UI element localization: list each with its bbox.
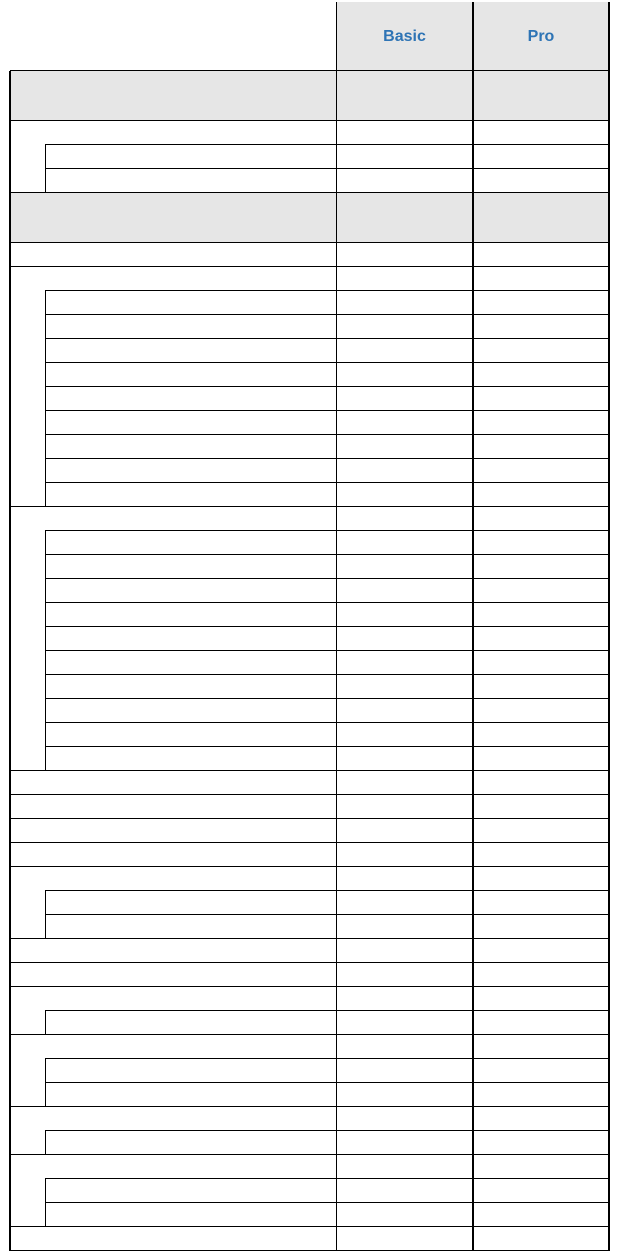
basic-value (336, 939, 473, 963)
checkmark-icon (473, 1083, 609, 1107)
feature-label (45, 891, 336, 915)
pro-value (473, 1035, 609, 1059)
column-divider-basic (336, 2, 337, 1251)
indent-border (45, 555, 46, 579)
basic-value (336, 987, 473, 1011)
indent-border (45, 915, 46, 939)
feature-label (45, 145, 336, 169)
basic-value (336, 555, 473, 579)
feature-label (45, 363, 336, 387)
checkmark-icon (336, 315, 473, 339)
basic-value (336, 507, 473, 531)
feature-label (45, 603, 336, 627)
section-title (10, 71, 473, 121)
column-header-basic: Basic (383, 27, 426, 45)
feature-label (45, 1179, 336, 1203)
basic-value (336, 675, 473, 699)
basic-value (336, 915, 473, 939)
feature-label (45, 169, 336, 193)
indent-border (45, 169, 46, 193)
feature-label (45, 531, 336, 555)
indent-border (45, 1179, 46, 1203)
checkmark-icon (473, 843, 609, 867)
checkmark-icon (336, 579, 473, 603)
indent-border (45, 315, 46, 339)
checkmark-icon (473, 603, 609, 627)
basic-value (336, 963, 473, 987)
pro-value (473, 387, 609, 411)
basic-value (336, 243, 473, 267)
feature-label (45, 627, 336, 651)
feature-label (45, 651, 336, 675)
pro-value (473, 169, 609, 193)
indent-border (45, 627, 46, 651)
pro-value (473, 435, 609, 459)
indent-border (45, 1083, 46, 1107)
checkmark-icon (473, 1131, 609, 1155)
feature-label (45, 339, 336, 363)
basic-value (336, 459, 473, 483)
checkmark-icon (473, 651, 609, 675)
checkmark-icon (473, 555, 609, 579)
checkmark-icon (473, 1203, 609, 1227)
outer-right-border (608, 2, 610, 1251)
category-label (10, 867, 336, 891)
basic-value (336, 1227, 473, 1251)
basic-value (336, 435, 473, 459)
feature-label (45, 723, 336, 747)
checkmark-icon (336, 1059, 473, 1083)
category-label (10, 1107, 336, 1131)
checkmark-icon (336, 843, 473, 867)
basic-value (336, 1155, 473, 1179)
pro-value (473, 987, 609, 1011)
feature-label (45, 555, 336, 579)
pro-value (473, 1227, 609, 1251)
basic-value (336, 483, 473, 507)
checkmark-icon (336, 291, 473, 315)
basic-value (336, 411, 473, 435)
basic-value (336, 699, 473, 723)
feature-label (45, 411, 336, 435)
outer-left-border (9, 71, 11, 1251)
feature-label (45, 699, 336, 723)
basic-value (336, 169, 473, 193)
pro-value (473, 771, 609, 795)
checkmark-icon (473, 315, 609, 339)
checkmark-icon (473, 579, 609, 603)
indent-border (45, 1203, 46, 1227)
indent-border (45, 145, 46, 169)
checkmark-icon (473, 1179, 609, 1203)
pro-value (473, 507, 609, 531)
category-label (10, 819, 336, 843)
indent-border (45, 291, 46, 315)
pro-value (473, 267, 609, 291)
category-label (10, 267, 336, 291)
feature-label (45, 675, 336, 699)
basic-value (336, 145, 473, 169)
indent-border (45, 363, 46, 387)
basic-value (336, 795, 473, 819)
indent-border (45, 723, 46, 747)
pro-value (473, 1107, 609, 1131)
category-label (10, 1155, 336, 1179)
checkmark-icon (336, 1011, 473, 1035)
indent-border (45, 1011, 46, 1035)
indent-border (45, 699, 46, 723)
pro-value (473, 483, 609, 507)
feature-label (45, 915, 336, 939)
checkmark-icon (473, 699, 609, 723)
basic-value (336, 867, 473, 891)
checkmark-icon (473, 291, 609, 315)
checkmark-icon (473, 627, 609, 651)
pro-value (473, 459, 609, 483)
category-label (10, 987, 336, 1011)
indent-border (45, 891, 46, 915)
feature-label (45, 315, 336, 339)
basic-value (336, 747, 473, 771)
indent-border (45, 387, 46, 411)
category-label (10, 963, 336, 987)
feature-label (45, 459, 336, 483)
indent-border (45, 579, 46, 603)
basic-value (336, 1083, 473, 1107)
basic-value (336, 627, 473, 651)
basic-value (336, 339, 473, 363)
category-label (10, 1227, 336, 1251)
feature-label (45, 1059, 336, 1083)
checkmark-icon (473, 747, 609, 771)
checkmark-icon (473, 867, 609, 891)
pro-value (473, 1155, 609, 1179)
category-label (10, 795, 336, 819)
basic-value (336, 651, 473, 675)
checkmark-icon (473, 723, 609, 747)
pro-value (473, 915, 609, 939)
pro-value (473, 939, 609, 963)
feature-label (45, 747, 336, 771)
checkmark-icon (336, 723, 473, 747)
indent-border (45, 411, 46, 435)
indent-border (45, 531, 46, 555)
checkmark-icon (473, 363, 609, 387)
pro-value (473, 339, 609, 363)
feature-label (45, 483, 336, 507)
pro-value (473, 243, 609, 267)
section-title (10, 193, 473, 243)
feature-label (45, 1203, 336, 1227)
category-label (10, 939, 336, 963)
basic-value (336, 1107, 473, 1131)
checkmark-icon (473, 675, 609, 699)
category-label (10, 843, 336, 867)
basic-value (336, 387, 473, 411)
column-header-pro: Pro (527, 27, 555, 45)
indent-border (45, 339, 46, 363)
category-label (10, 1035, 336, 1059)
pro-value (473, 121, 609, 145)
checkmark-icon (473, 795, 609, 819)
indent-border (45, 651, 46, 675)
basic-value (336, 1179, 473, 1203)
feature-label (45, 387, 336, 411)
pro-value (473, 963, 609, 987)
pro-value (473, 411, 609, 435)
column-divider-pro (472, 2, 474, 1251)
table-bottom-border (10, 1250, 610, 1251)
category-label (10, 771, 336, 795)
checkmark-icon (473, 531, 609, 555)
checkmark-icon (473, 1011, 609, 1035)
basic-value (336, 267, 473, 291)
indent-border (45, 603, 46, 627)
basic-value (336, 1035, 473, 1059)
category-label (10, 121, 336, 145)
checkmark-icon (473, 891, 609, 915)
checkmark-icon (336, 531, 473, 555)
checkmark-icon (473, 1059, 609, 1083)
category-label (10, 507, 336, 531)
feature-label (45, 1083, 336, 1107)
feature-label (45, 435, 336, 459)
checkmark-icon (336, 891, 473, 915)
feature-label (45, 579, 336, 603)
indent-border (45, 675, 46, 699)
feature-label (45, 291, 336, 315)
indent-border (45, 483, 46, 507)
basic-value (336, 819, 473, 843)
basic-value (336, 603, 473, 627)
basic-value (336, 121, 473, 145)
checkmark-icon (473, 819, 609, 843)
basic-value (336, 1203, 473, 1227)
indent-border (45, 435, 46, 459)
category-label (10, 243, 336, 267)
basic-value (336, 1131, 473, 1155)
feature-label (45, 1011, 336, 1035)
indent-border (45, 459, 46, 483)
pro-value (473, 145, 609, 169)
checkmark-icon (336, 363, 473, 387)
feature-label (45, 1131, 336, 1155)
basic-value (336, 771, 473, 795)
indent-border (45, 1059, 46, 1083)
table-top-border (10, 70, 610, 71)
indent-border (45, 747, 46, 771)
indent-border (45, 1131, 46, 1155)
